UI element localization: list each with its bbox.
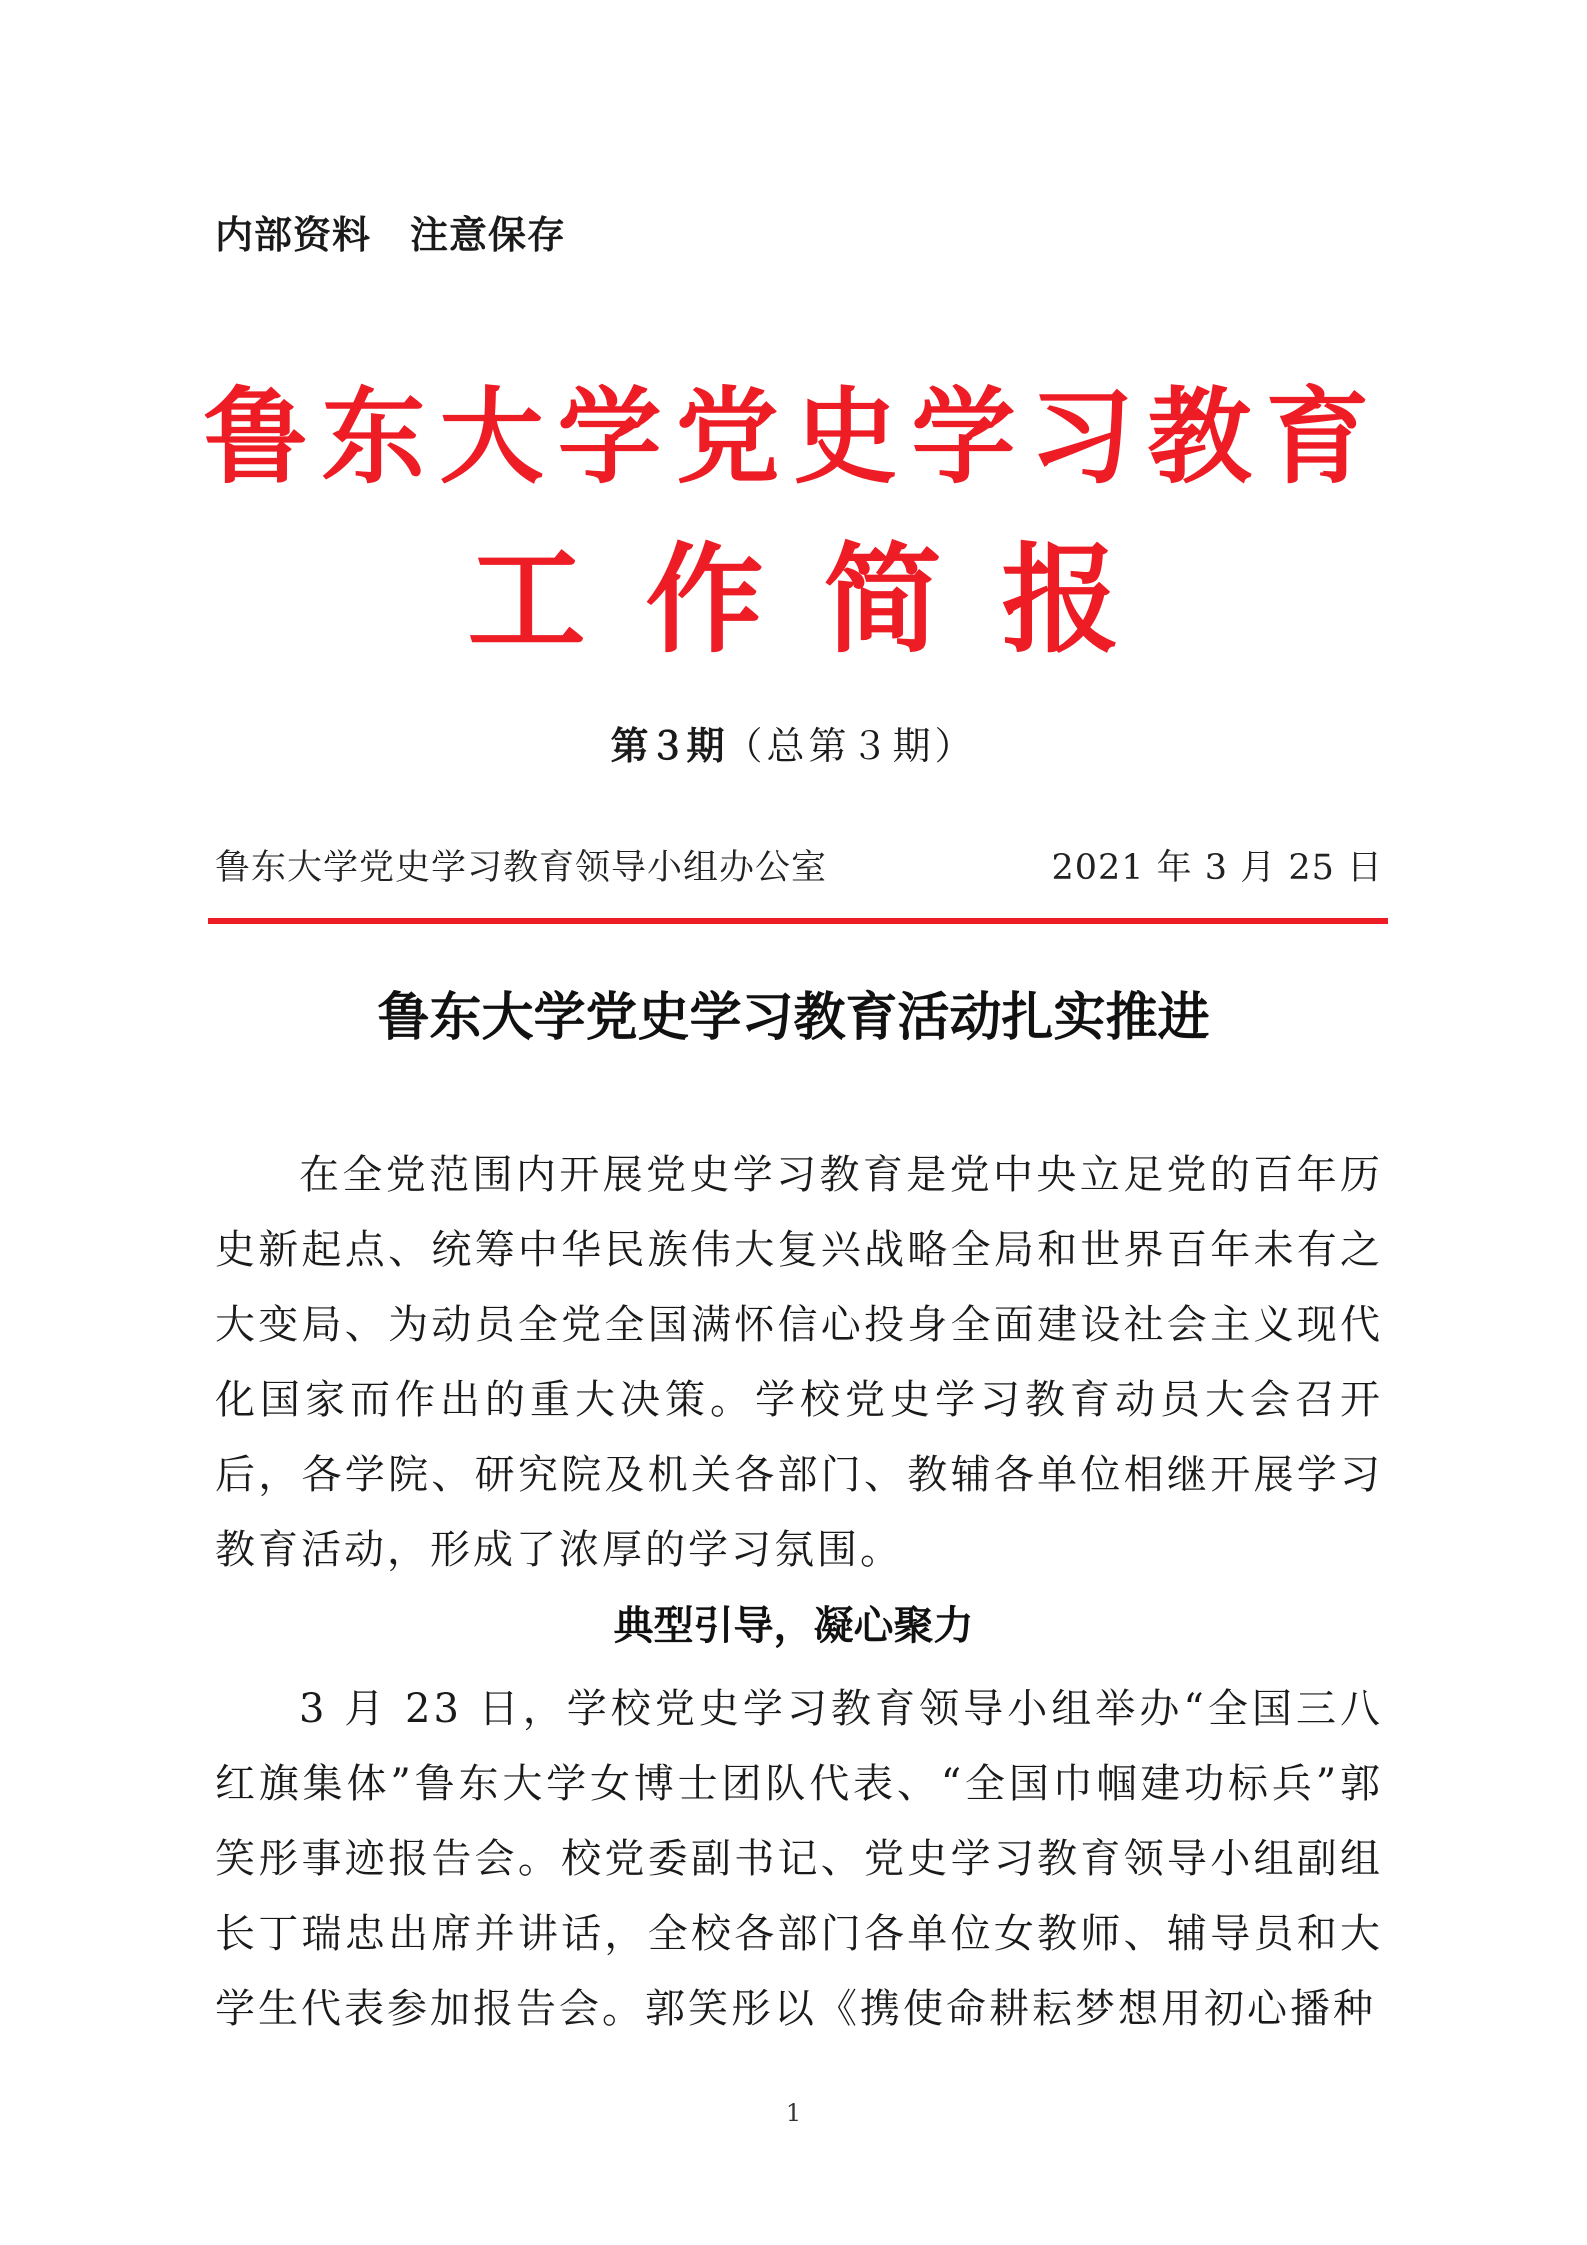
red-divider-rule xyxy=(208,918,1388,924)
article-paragraph-2: 3 月 23 日，学校党史学习教育领导小组举办“全国三八红旗集体”鲁东大学女博士团队代表、“全国巾帼建功标兵”郭笑彤事迹报告会。校党委副书记、党史学习教育领导小组副组长丁瑞忠出席并讲话，全校各部门各单位女教师、辅导员和大学生代表参加报告会。郭笑彤以《携使命耕耘梦想用初心播种 xyxy=(215,1686,1383,2032)
article-title: 鲁东大学党史学习教育活动扎实推进 xyxy=(377,987,1210,1048)
masthead-title: 鲁东大学党史学习教育 xyxy=(203,375,1384,498)
publisher-row xyxy=(215,842,1383,894)
issue-number: 第３期 xyxy=(610,724,725,768)
issue-total: （总第３期） xyxy=(724,724,977,768)
publisher-office: 鲁东大学党史学习教育领导小组办公室 xyxy=(215,848,828,888)
article-paragraph-1: 在全党范围内开展党史学习教育是党中央立足党的百年历史新起点、统筹中华民族伟大复兴战略全局和世界百年未有之大变局、为动员全党全国满怀信心投身全面建设社会主义现代化国家而作出的重大决策。学校党史学习教育动员大会召开后，各学院、研究院及机关各部门、教辅各单位相继开展学习教育活动，形成了浓厚的学习氛围。 xyxy=(215,1152,1383,1573)
publish-date: 2021 年 3 月 25 日 xyxy=(1051,848,1383,888)
internal-material-label: 内部资料 注意保存 xyxy=(215,213,567,257)
section-heading: 典型引导，凝心聚力 xyxy=(613,1603,974,1649)
page-number: 1 xyxy=(785,2099,802,2127)
issue-line xyxy=(0,718,1587,774)
masthead-subtitle: 工作简报 xyxy=(467,530,1180,669)
